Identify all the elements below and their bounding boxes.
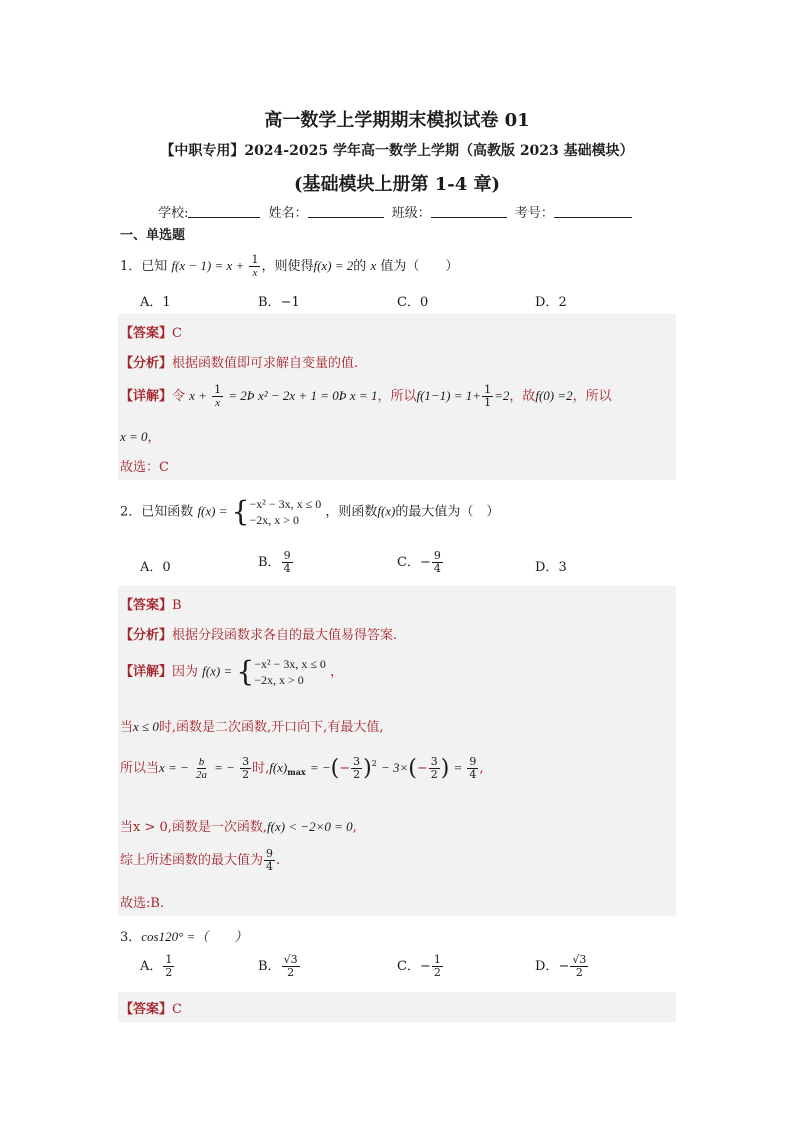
option-d[interactable]: D．− $\frac{√3}{2}$	[535, 953, 587, 979]
answer-line: 【答案】C	[120, 1002, 182, 1017]
analysis-line: 【分析】根据分段函数求各自的最大值易得答案.	[120, 628, 398, 643]
detail-line-5: 综上所述函数的最大值为 $\frac{9}{4}$ .	[120, 847, 281, 873]
exam-scope: (基础模块上册第 1-4 章)	[293, 174, 501, 195]
option-a[interactable]: A．1	[140, 295, 171, 310]
option-a[interactable]: A． $\frac{1}{2}$	[140, 953, 173, 979]
question-3-answer-box	[118, 992, 676, 1022]
detail-line-2: x = 0，	[120, 429, 161, 445]
detail-line-3: 所以当x = − $\frac{b}{2a}$ = − $\frac{3}{2}$ 时$,f(x)_{max}$ = −(− $\frac{3}{2}$ )$^2$ − 3×(− $\frac{3}{2}$ ) = $\frac{9}{4}$ ,	[120, 755, 484, 781]
section-title: 一、单选题	[120, 228, 186, 243]
detail-line: 【详解】因为 f(x) = { −x² − 3x, x ≤ 0 −2x, x > 0 ，	[120, 655, 344, 688]
fraction: $\frac{1}{x}$	[251, 253, 259, 279]
question-3-stem: 3．cos120° =（ ）	[120, 929, 248, 945]
exam-no-label: 考号：	[514, 206, 554, 221]
option-c[interactable]: C．− $\frac{1}{2}$	[397, 953, 441, 979]
piecewise-definition: −x² − 3x, x ≤ 0 −2x, x > 0	[249, 497, 322, 527]
conclusion-line: 故选:B.	[120, 896, 165, 911]
detail-line-4: 当x > 0,函数是一次函数,f(x) < −2×0 = 0,	[120, 819, 357, 835]
name-label: 姓名：	[268, 206, 308, 221]
option-d[interactable]: D．3	[535, 560, 567, 575]
exam-no-blank[interactable]	[554, 206, 632, 218]
answer-line: 【答案】C	[120, 326, 182, 341]
exam-title: 高一数学上学期期末模拟试卷 01	[264, 110, 530, 131]
conclusion-line: 故选：C	[120, 460, 169, 475]
detail-line-2: 当x ≤ 0时,函数是二次函数,开口向下,有最大值,	[120, 719, 384, 735]
option-d[interactable]: D．2	[535, 295, 567, 310]
class-label: 班级：	[391, 206, 431, 221]
question-2-answer-box	[118, 586, 676, 916]
option-c[interactable]: C．0	[397, 295, 429, 310]
option-b[interactable]: B．−1	[258, 295, 300, 310]
option-c[interactable]: C．− $\frac{9}{4}$	[397, 549, 441, 575]
answer-line: 【答案】B	[120, 598, 182, 613]
question-1-stem: 1．已知 f(x − 1) = x + $\frac{1}{x}$ ，则使得f(x) = 2的 x 值为（ ）	[120, 253, 459, 279]
school-label: 学校:	[158, 206, 189, 221]
name-blank[interactable]	[308, 206, 384, 218]
option-a[interactable]: A．0	[140, 560, 171, 575]
question-2-stem: 2．已知函数 f(x) = { −x² − 3x, x ≤ 0 −2x, x > 0 ，则函数f(x)的最大值为（ ）	[120, 495, 500, 528]
question-1-answer-box	[118, 314, 676, 480]
analysis-line: 【分析】根据函数值即可求解自变量的值.	[120, 356, 359, 371]
detail-line: 【详解】令 x + $\frac{1}{x}$ = 2Þ x² − 2x + 1 = 0Þ x = 1，所以f(1−1) = 1+ $\frac{1}{1}$ =2，故f(0) =2，所以	[120, 383, 612, 409]
option-b[interactable]: B． $\frac{9}{4}$	[258, 549, 291, 575]
class-blank[interactable]	[431, 206, 507, 218]
exam-subtitle: 【中职专用】2024-2025 学年高一数学上学期（高教版 2023 基础模块）	[160, 143, 634, 159]
student-info-line	[0, 202, 794, 221]
option-b[interactable]: B． $\frac{√3}{2}$	[258, 953, 298, 979]
school-blank[interactable]	[188, 206, 260, 218]
